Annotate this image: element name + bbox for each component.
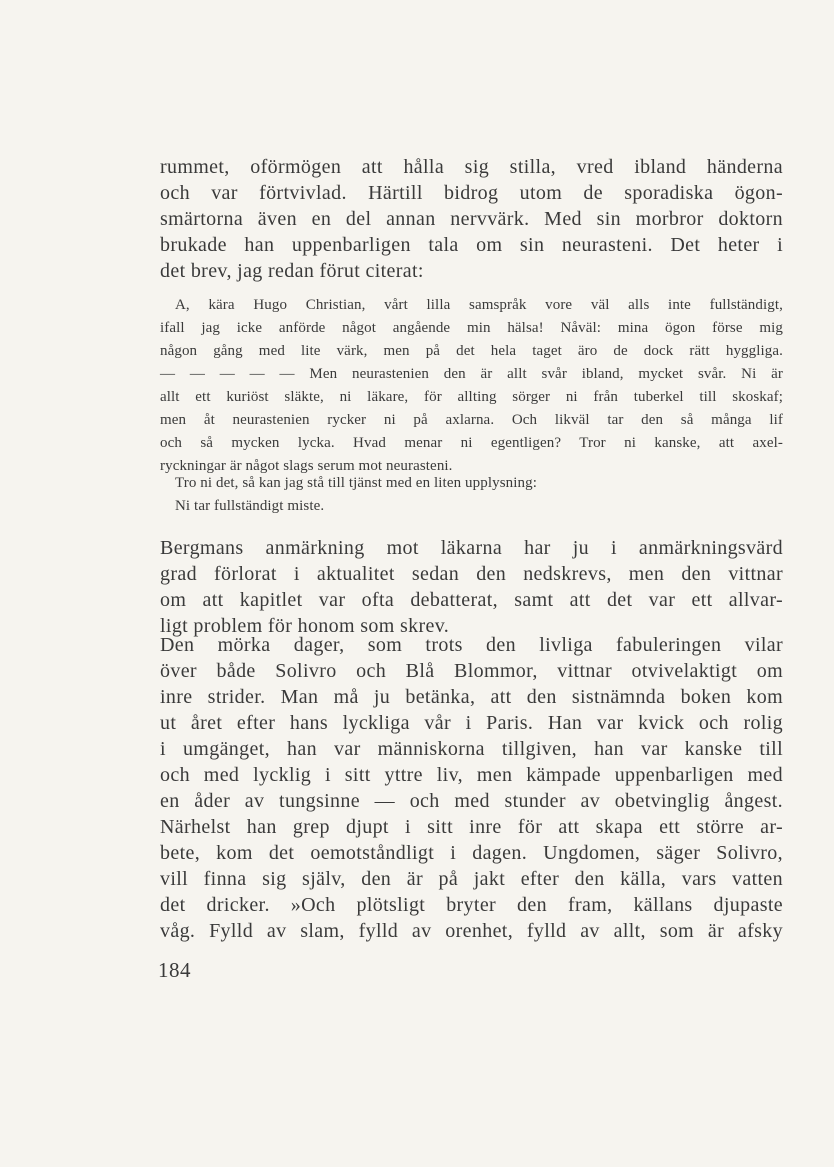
text-line: brukade han uppenbarligen tala om sin neurasteni. Det heter i: [160, 234, 783, 256]
quote-line: ifall jag icke anförde något angående min hälsa! Nåväl: mina ögon förse mig: [160, 320, 783, 336]
text-line: bete, kom det oemotståndligt i dagen. Ungdomen, säger Solivro,: [160, 842, 783, 864]
text-line: och var förtvivlad. Härtill bidrog utom de sporadiska ögon-: [160, 182, 783, 204]
quote-line: allt ett kuriöst släkte, ni läkare, för allting sörger ni från tuberkel till skoskaf;: [160, 389, 783, 405]
quote-line: men åt neurastenien rycker ni på axlarna. Och likväl tar den så många lif: [160, 412, 783, 428]
text-line: i umgänget, han var människorna tillgiven, han var kanske till: [160, 738, 783, 760]
quote-line: och så mycken lycka. Hvad menar ni egentligen? Tror ni kanske, att axel-: [160, 435, 783, 451]
text-line: Den mörka dager, som trots den livliga fabuleringen vilar: [160, 634, 783, 656]
text-line: ut året efter hans lyckliga vår i Paris. Han var kvick och rolig: [160, 712, 783, 734]
text-line: över både Solivro och Blå Blommor, vittnar otvivelaktigt om: [160, 660, 783, 682]
quote-line: ryckningar är något slags serum mot neurasteni.: [160, 458, 453, 474]
text-line: Närhelst han grep djupt i sitt inre för att skapa ett större ar-: [160, 816, 783, 838]
text-line: om att kapitlet var ofta debatterat, samt att det var ett allvar-: [160, 589, 783, 611]
quote-line: Tro ni det, så kan jag stå till tjänst med en liten upplysning:: [175, 475, 537, 491]
text-line: våg. Fylld av slam, fylld av orenhet, fylld av allt, som är afsky: [160, 920, 783, 942]
text-line: rummet, oförmögen att hålla sig stilla, vred ibland händerna: [160, 156, 783, 178]
text-line: det dricker. »Och plötsligt bryter den fram, källans djupaste: [160, 894, 783, 916]
text-line: vill finna sig själv, den är på jakt efter den källa, vars vatten: [160, 868, 783, 890]
text-line: grad förlorat i aktualitet sedan den nedskrevs, men den vittnar: [160, 563, 783, 585]
text-line: Bergmans anmärkning mot läkarna har ju i anmärkningsvärd: [160, 537, 783, 559]
text-line: och med lycklig i sitt yttre liv, men kämpade uppenbarligen med: [160, 764, 783, 786]
text-line: en åder av tungsinne — och med stunder av obetvinglig ångest.: [160, 790, 783, 812]
page-number: 184: [158, 958, 191, 982]
quote-line: A, kära Hugo Christian, vårt lilla samspråk vore väl alls inte fullständigt,: [175, 297, 783, 313]
quote-line: någon gång med lite värk, men på det hela taget äro de dock rätt hyggliga.: [160, 343, 783, 359]
text-line: det brev, jag redan förut citerat:: [160, 260, 424, 282]
text-line: inre strider. Man må ju betänka, att den sistnämnda boken kom: [160, 686, 783, 708]
text-line: ligt problem för honom som skrev.: [160, 615, 450, 637]
quote-line: — — — — — Men neurastenien den är allt svår ibland, mycket svår. Ni är: [160, 366, 783, 382]
text-line: smärtorna även en del annan nervvärk. Med sin morbror doktorn: [160, 208, 783, 230]
quote-line: Ni tar fullständigt miste.: [175, 498, 325, 514]
